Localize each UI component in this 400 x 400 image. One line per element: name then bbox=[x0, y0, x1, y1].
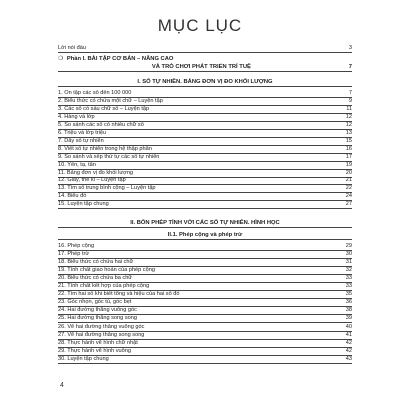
toc-page: 15 bbox=[345, 137, 352, 144]
toc-page: 13 bbox=[345, 129, 352, 136]
toc-page: 16 bbox=[345, 145, 352, 152]
toc-page: 7 bbox=[348, 64, 352, 70]
toc-page: 9 bbox=[348, 97, 352, 104]
page-number: 4 bbox=[60, 382, 64, 389]
toc-page: 33 bbox=[345, 283, 352, 290]
toc-label: 12. Giây, thế kỉ – Luyện tập bbox=[58, 177, 126, 184]
toc-page: 22 bbox=[345, 185, 352, 192]
toc-page: 12 bbox=[345, 121, 352, 128]
toc-page: 42 bbox=[345, 339, 352, 346]
toc-page: 36 bbox=[345, 299, 352, 306]
toc-page: 12 bbox=[345, 113, 352, 120]
toc-label: 8. Viết số tự nhiên trong hệ thập phân bbox=[58, 145, 152, 152]
toc-label: 21. Tính chất kết hợp của phép cộng bbox=[58, 283, 150, 290]
toc-page: 33 bbox=[345, 275, 352, 282]
toc-page: 21 bbox=[345, 177, 352, 184]
toc-label: 11. Bảng đơn vị đo khối lượng bbox=[58, 169, 134, 176]
part-title-line1: Phần I. BÀI TẬP CƠ BẢN – NÂNG CAO bbox=[66, 56, 174, 62]
toc-page: 38 bbox=[345, 307, 352, 314]
toc-label: 26. Vẽ hai đường thẳng vuông góc bbox=[58, 323, 145, 330]
toc-label: 4. Hàng và lớp bbox=[58, 113, 95, 120]
toc-page: 29 bbox=[345, 243, 352, 249]
toc-label: 23. Góc nhọn, góc tù, góc bẹt bbox=[58, 299, 132, 306]
toc-page: 24 bbox=[345, 193, 352, 200]
toc-label: Lời nói đầu bbox=[58, 45, 86, 51]
toc-page: 19 bbox=[345, 161, 352, 168]
toc-label: 6. Triệu và lớp triệu bbox=[58, 129, 107, 136]
toc-label: 17. Phép trừ bbox=[58, 251, 90, 258]
toc-page: 11 bbox=[346, 105, 352, 112]
toc-page: 41 bbox=[345, 331, 352, 338]
toc-page: 30 bbox=[345, 251, 352, 258]
toc-page: 39 bbox=[345, 315, 352, 322]
section-heading-2: II. BỐN PHÉP TÍNH VỚI CÁC SỐ TỰ NHIÊN. HÌNH HỌC bbox=[58, 219, 352, 228]
part-heading-line2[interactable] bbox=[58, 64, 352, 72]
section-heading-1: I. SỐ TỰ NHIÊN. BẢNG ĐƠN VỊ ĐO KHỐI LƯỢNG bbox=[58, 78, 352, 87]
toc-label: 18. Biểu thức có chứa hai chữ bbox=[58, 259, 134, 266]
toc-label: 10. Yến, tạ, tấn bbox=[58, 161, 96, 168]
toc-page: 17 bbox=[345, 153, 352, 160]
toc-label: 2. Biểu thức có chứa một chữ – Luyện tập bbox=[58, 97, 163, 104]
toc-page: 35 bbox=[345, 291, 352, 298]
toc-row[interactable] bbox=[58, 200, 352, 209]
page-title: MỤC LỤC bbox=[157, 16, 243, 35]
toc-page: 43 bbox=[345, 355, 352, 362]
toc-page: 20 bbox=[345, 169, 352, 176]
toc-label: 20. Biểu thức có chứa ba chữ bbox=[58, 275, 133, 282]
toc-label: 28. Thực hành vẽ hình chữ nhật bbox=[58, 339, 138, 346]
toc-page: 31 bbox=[345, 259, 352, 266]
toc-label: 25. Hai đường thẳng song song bbox=[58, 315, 137, 322]
part-heading-line1 bbox=[58, 56, 352, 63]
toc-label: 3. Các số có sáu chữ số – Luyện tập bbox=[58, 105, 150, 112]
toc-page: 32 bbox=[345, 267, 352, 274]
toc-page: 40 bbox=[345, 323, 352, 330]
toc-label: 22. Tìm hai số khi biết tổng và hiệu của hai số đó bbox=[58, 291, 180, 298]
toc-label: 15. Luyện tập chung bbox=[58, 201, 109, 208]
toc-label: 30. Luyện tập chung bbox=[58, 355, 109, 362]
toc-row[interactable] bbox=[58, 355, 352, 364]
toc-label: 24. Hai đường thẳng vuông góc bbox=[58, 307, 137, 314]
subsection-heading: II.1. Phép cộng và phép trừ bbox=[58, 231, 352, 240]
toc-label: 13. Tìm số trung bình cộng – Luyện tập bbox=[58, 185, 156, 192]
toc-label: 9. So sánh và xếp thứ tự các số tự nhiên bbox=[58, 153, 160, 160]
toc-label: 7. Dãy số tự nhiên bbox=[58, 137, 104, 144]
toc-page: 27 bbox=[345, 201, 352, 208]
toc-row-intro[interactable] bbox=[58, 44, 352, 53]
toc-label: 16. Phép cộng bbox=[58, 243, 95, 249]
part-title-line2: VÀ TRÒ CHƠI PHÁT TRIỂN TRÍ TUỆ bbox=[151, 64, 251, 70]
toc-page: 42 bbox=[345, 347, 352, 354]
toc-page: 7 bbox=[348, 90, 352, 96]
toc-page: 3 bbox=[348, 45, 352, 51]
toc-label: 29. Thực hành vẽ hình vuông bbox=[58, 347, 131, 354]
toc-label: 5. So sánh các số có nhiều chữ số bbox=[58, 121, 144, 128]
toc-label: 14. Biểu đồ bbox=[58, 193, 87, 200]
toc-label: 1. Ôn tập các số đến 100 000 bbox=[58, 90, 132, 96]
toc-label: 27. Vẽ hai đường thẳng song song bbox=[58, 331, 145, 338]
toc-label: 19. Tính chất giao hoán của phép cộng bbox=[58, 267, 155, 274]
circle-bullet-icon: ❍ bbox=[58, 56, 64, 62]
